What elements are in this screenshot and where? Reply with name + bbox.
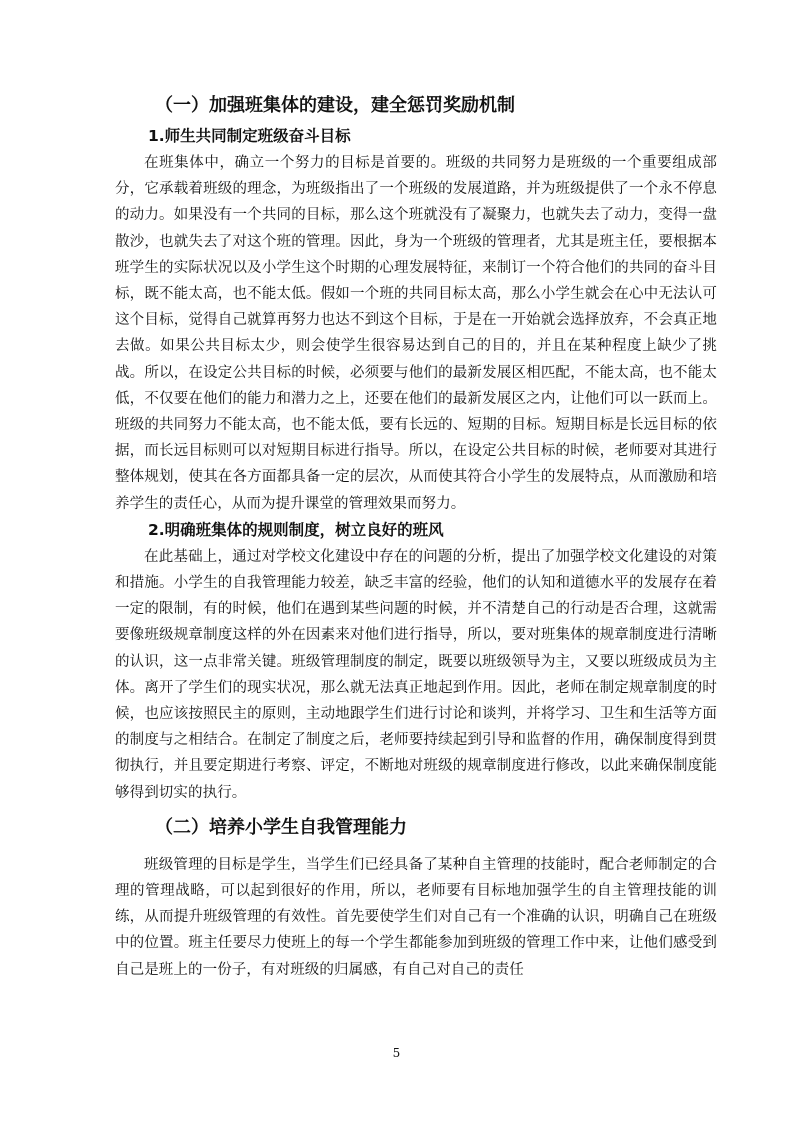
- section-heading-2: （二）培养小学生自我管理能力: [155, 816, 407, 838]
- paragraph-rules: 在此基础上，通过对学校文化建设中存在的问题的分析，提出了加强学校文化建设的对策和措施。小学生的自我管理能力较差，缺乏丰富的经验，他们的认知和道德水平的发展存在着一定的限制，有的时候，他们在遇到某些问题的时候，并不清楚自己的行动是否合理，这就需要像班级规章制度这样的外在因素来对他们进行指导，所以，要对班集体的规章制度进行清晰的认识，这一点非常关键。班级管理制度的制定，既要以班级领导为主，又要以班级成员为主体。离开了学生们的现实状况，那么就无法真正地起到作用。因此，老师在制定规章制度的时候，也应该按照民主的原则，主动地跟学生们进行讨论和谈判，并将学习、卫生和生活等方面的制度与之相结合。在制定了制度之后，老师要持续起到引导和监督的作用，确保制度得到贯彻执行，并且要定期进行考察、评定，不断地对班级的规章制度进行修改，以此来确保制度能够得到切实的执行。: [115, 548, 717, 801]
- section-heading-1: （一）加强班集体的建设，建全惩罚奖励机制: [155, 95, 515, 116]
- page-number: 5: [392, 1046, 401, 1060]
- page-content: [115, 90, 717, 983]
- paragraph-self-management: 班级管理的目标是学生，当学生们已经具备了某种自主管理的技能时，配合老师制定的合理的管理战略，可以起到很好的作用，所以，老师要有目标地加强学生的自主管理技能的训练，从而提升班级管理的有效性。首先要使学生们对自己有一个准确的认识，明确自己在班级中的位置。班主任要尽力使班上的每一个学生都能参加到班级的管理工作中来，让他们感受到自己是班上的一份子，有对班级的归属感，有自己对自己的责任: [115, 856, 717, 978]
- subsection-heading-1: 1.师生共同制定班级奋斗目标: [148, 127, 351, 145]
- paragraph-goals: 在班集体中，确立一个努力的目标是首要的。班级的共同努力是班级的一个重要组成部分，它承载着班级的理念，为班级指出了一个班级的发展道路，并为班级提供了一个永不停息的动力。如果没有一个共同的目标，那么这个班就没有了凝聚力，也就失去了动力，变得一盘散沙，也就失去了对这个班的管理。因此，身为一个班级的管理者，尤其是班主任，要根据本班学生的实际状况以及小学生这个时期的心理发展特征，来制订一个符合他们的共同的奋斗目标，既不能太高，也不能太低。假如一个班的共同目标太高，那么小学生就会在心中无法认可这个目标，觉得自己就算再努力也达不到这个目标，于是在一开始就会选择放弃，不会真正地去做。如果公共目标太少，则会使学生很容易达到自己的目的，并且在某种程度上缺少了挑战。所以，在设定公共目标的时候，必须要与他们的最新发展区相匹配，不能太高，也不能太低，不仅要在他们的能力和潜力之上，还要在他们的最新发展区之内，让他们可以一跃而上。班级的共同努力不能太高，也不能太低，要有长远的、短期的目标。短期目标是长远目标的依据，而长远目标则可以对短期目标进行指导。所以，在设定公共目标的时候，老师要对其进行整体规划，使其在各方面都具备一定的层次，从而使其符合小学生的发展特点，从而激励和培养学生的责任心，从而为提升课堂的管理效果而努力。: [115, 155, 717, 512]
- subsection-heading-2: 2.明确班集体的规则制度，树立良好的班风: [148, 520, 444, 539]
